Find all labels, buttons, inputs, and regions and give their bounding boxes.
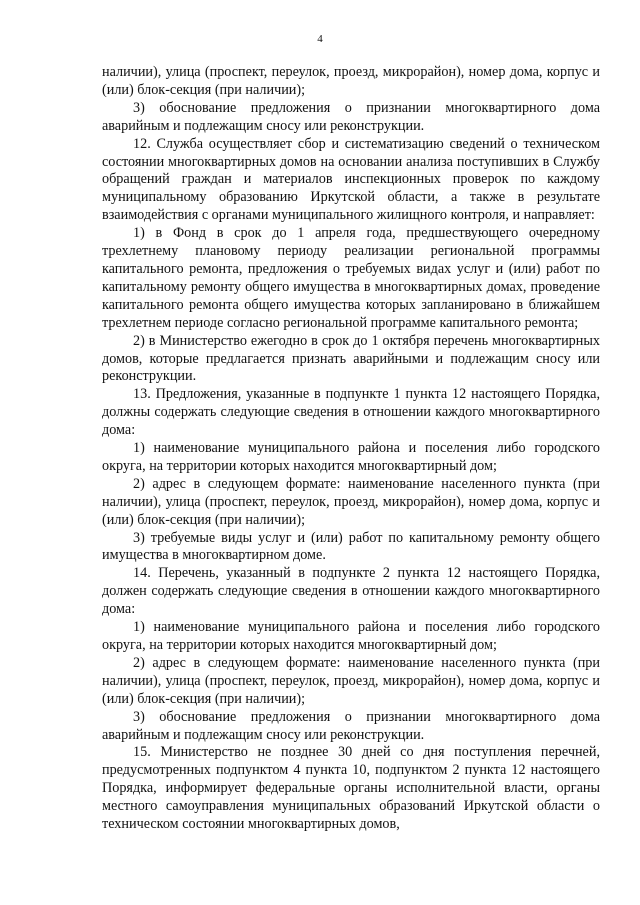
paragraph-section-13-item-1: 1) наименование муниципального района и поселения либо городского округа, на территории которых находится многоквартирный дом; xyxy=(102,440,600,474)
paragraph-section-13-item-2: 2) адрес в следующем формате: наименование населенного пункта (при наличии), улица (проспект, переулок, проезд, микрорайон), номер дома, корпус и (или) блок-секция (при наличии); xyxy=(102,475,600,528)
document-body xyxy=(102,64,600,834)
paragraph-section-14-item-2: 2) адрес в следующем формате: наименование населенного пункта (при наличии), улица (проспект, переулок, проезд, микрорайон), номер дома, корпус и (или) блок-секция (при наличии); xyxy=(102,654,600,707)
paragraph-section-14: 14. Перечень, указанный в подпункте 2 пункта 12 настоящего Порядка, должен содержать следующие сведения в отношении каждого многоквартирного дома: xyxy=(102,565,600,618)
paragraph-section-12-item-2: 2) в Министерство ежегодно в срок до 1 октября перечень многоквартирных домов, которые предлагается признать аварийными и подлежащим сносу или реконструкции. xyxy=(102,332,600,385)
paragraph-section-15: 15. Министерство не позднее 30 дней со дня поступления перечней, предусмотренных подпунктом 4 пункта 10, подпунктом 2 пункта 12 настоящего Порядка, информирует федеральные органы исполнительной власти, органы местного самоуправления муниципальных образований Иркутской области о техническом состоянии многоквартирных домов, xyxy=(102,744,600,833)
paragraph-section-14-item-1: 1) наименование муниципального района и поселения либо городского округа, на территории которых находится многоквартирный дом; xyxy=(102,619,600,653)
paragraph-section-13: 13. Предложения, указанные в подпункте 1 пункта 12 настоящего Порядка, должны содержать следующие сведения в отношении каждого многоквартирного дома: xyxy=(102,386,600,439)
paragraph-section-14-item-3: 3) обоснование предложения о признании многоквартирного дома аварийным и подлежащим сносу или реконструкции. xyxy=(102,708,600,743)
paragraph-section-12-item-1: 1) в Фонд в срок до 1 апреля года, предшествующего очередному трехлетнему плановому периоду реализации региональной программы капитального ремонта, предложения о требуемых видах услуг и (или) работ по капитальному ремонту общего имущества в многоквартирных домах, проведение капитального ремонта общего имущества которых запланировано в ближайшем трехлетнем периоде согласно региональной программе капитального ремонта; xyxy=(102,225,600,331)
paragraph-address-continuation: наличии), улица (проспект, переулок, проезд, микрорайон), номер дома, корпус и (или) блок-секция (при наличии); xyxy=(102,64,600,98)
paragraph-item-3-justification: 3) обоснование предложения о признании многоквартирного дома аварийным и подлежащим сносу или реконструкции. xyxy=(102,99,600,134)
paragraph-section-13-item-3: 3) требуемые виды услуг и (или) работ по капитальному ремонту общего имущества в многоквартирном доме. xyxy=(102,529,600,564)
page-number: 4 xyxy=(317,33,323,45)
paragraph-section-12: 12. Служба осуществляет сбор и систематизацию сведений о техническом состоянии многоквартирных домов на основании анализа поступивших в Службу обращений граждан и материалов инспекционных проверок по каждому муниципальному образованию Иркутской области, а также в результате взаимодействия с органами муниципального жилищного контроля, и направляет: xyxy=(102,135,600,224)
